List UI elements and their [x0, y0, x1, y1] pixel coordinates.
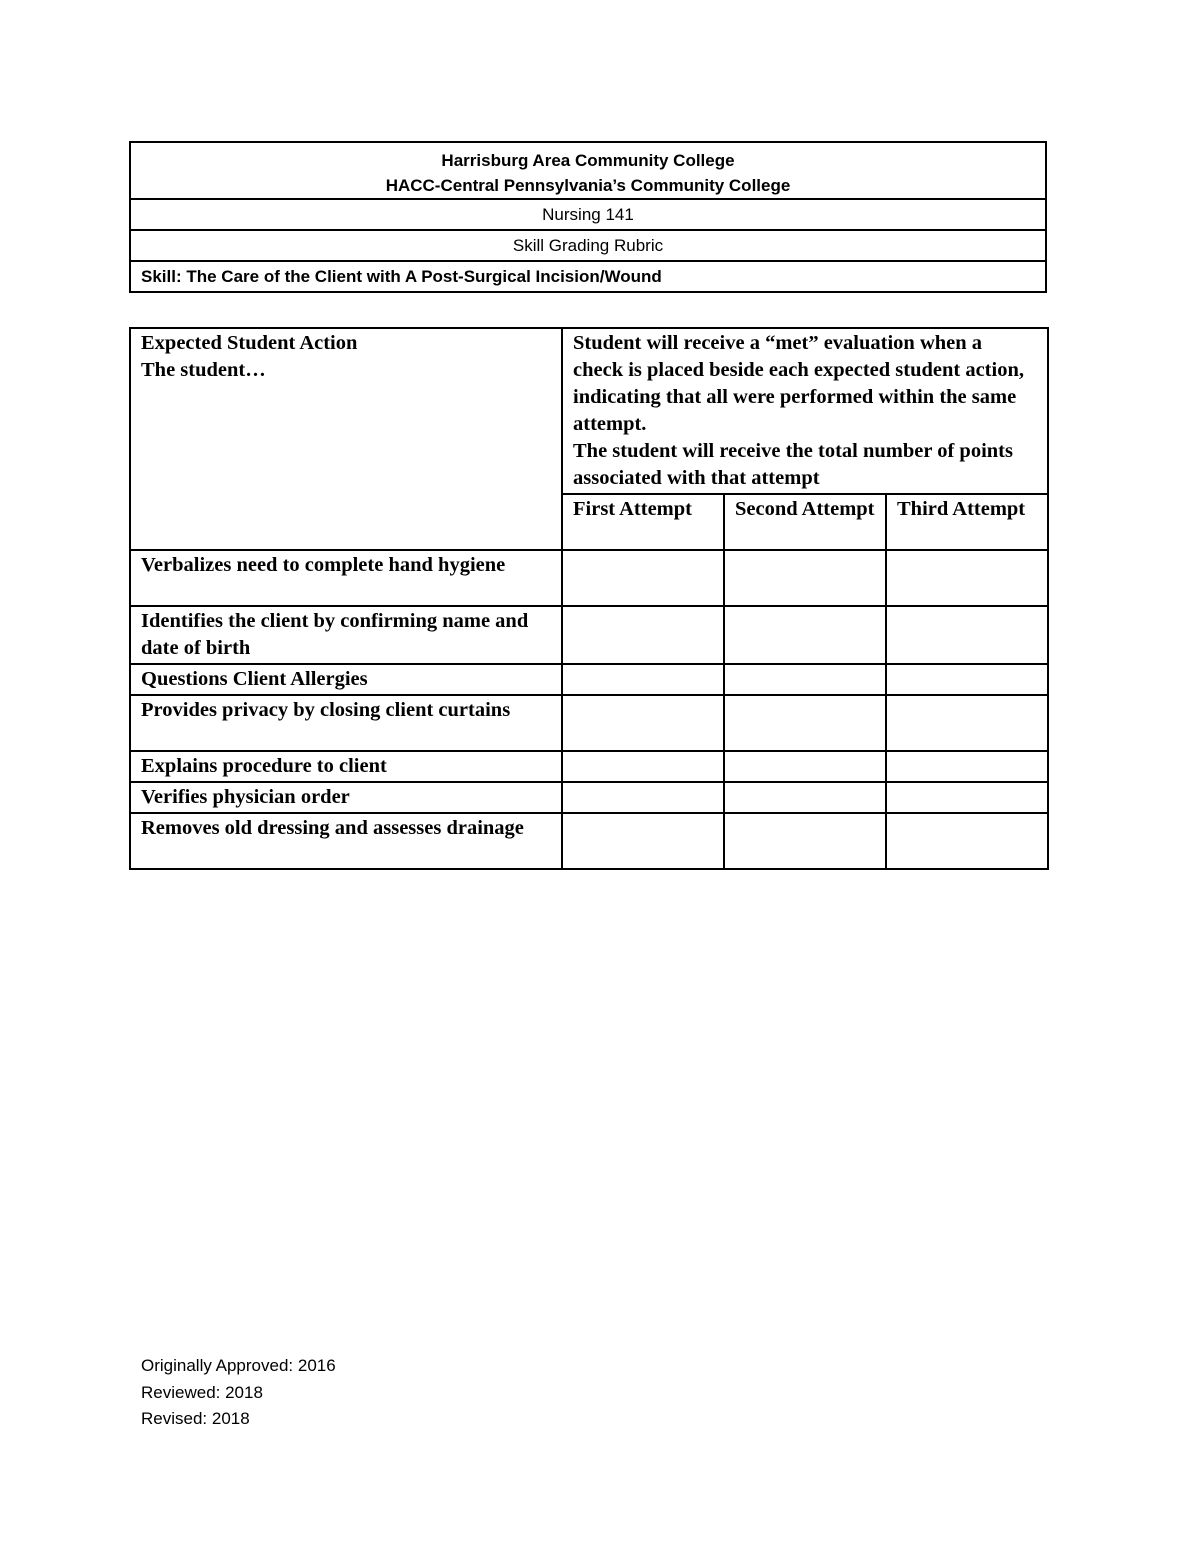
table-row: [130, 606, 1048, 664]
course-name: Nursing 141: [130, 199, 1046, 230]
reviewed-date: Reviewed: 2018: [141, 1382, 263, 1402]
second-attempt-check-cell[interactable]: [724, 813, 886, 869]
college-header-cell: [130, 142, 1046, 199]
action-label: Verbalizes need to complete hand hygiene: [130, 550, 562, 606]
evaluation-text-2: The student will receive the total number of points associated with that attempt: [573, 440, 1013, 489]
second-attempt-check-cell[interactable]: [724, 782, 886, 813]
evaluation-text-1: Student will receive a “met” evaluation when a check is placed beside each expected student action, indicating that all were performed within the same attempt.: [573, 332, 1024, 435]
second-attempt-check-cell[interactable]: [724, 695, 886, 751]
attempt-header-second: Second Attempt: [724, 494, 886, 550]
action-label: Questions Client Allergies: [130, 664, 562, 695]
table-row: [130, 751, 1048, 782]
table-row: [130, 550, 1048, 606]
third-attempt-check-cell[interactable]: [886, 782, 1048, 813]
action-header: Expected Student Action: [141, 332, 358, 354]
document-type: Skill Grading Rubric: [130, 230, 1046, 261]
attempt-header-third: Third Attempt: [886, 494, 1048, 550]
college-name: Harrisburg Area Community College: [441, 151, 735, 170]
action-label: Identifies the client by confirming name and date of birth: [130, 606, 562, 664]
revision-footer: [141, 1353, 336, 1433]
table-row: [130, 695, 1048, 751]
first-attempt-check-cell[interactable]: [562, 664, 724, 695]
approved-date: Originally Approved: 2016: [141, 1356, 336, 1375]
action-subheader: The student…: [141, 359, 266, 381]
third-attempt-check-cell[interactable]: [886, 550, 1048, 606]
second-attempt-check-cell[interactable]: [724, 751, 886, 782]
college-subtitle: HACC-Central Pennsylvania’s Community College: [385, 176, 791, 195]
table-row: [130, 782, 1048, 813]
first-attempt-check-cell[interactable]: [562, 606, 724, 664]
table-row: [130, 813, 1048, 869]
course-header-table: [129, 141, 1047, 293]
second-attempt-check-cell[interactable]: [724, 606, 886, 664]
third-attempt-check-cell[interactable]: [886, 813, 1048, 869]
attempt-header-first: First Attempt: [562, 494, 724, 550]
skill-title: Skill: The Care of the Client with A Post-Surgical Incision/Wound: [130, 261, 1046, 292]
first-attempt-check-cell[interactable]: [562, 813, 724, 869]
first-attempt-check-cell[interactable]: [562, 782, 724, 813]
table-row: [130, 664, 1048, 695]
action-label: Provides privacy by closing client curtains: [130, 695, 562, 751]
second-attempt-check-cell[interactable]: [724, 550, 886, 606]
first-attempt-check-cell[interactable]: [562, 751, 724, 782]
third-attempt-check-cell[interactable]: [886, 751, 1048, 782]
first-attempt-check-cell[interactable]: [562, 695, 724, 751]
evaluation-instructions: [562, 328, 1048, 494]
revised-date: Revised: 2018: [141, 1409, 250, 1428]
action-header-cell: [130, 328, 562, 550]
action-label: Removes old dressing and assesses drainage: [130, 813, 562, 869]
action-label: Explains procedure to client: [130, 751, 562, 782]
third-attempt-check-cell[interactable]: [886, 606, 1048, 664]
rubric-table: [129, 327, 1049, 870]
second-attempt-check-cell[interactable]: [724, 664, 886, 695]
third-attempt-check-cell[interactable]: [886, 664, 1048, 695]
first-attempt-check-cell[interactable]: [562, 550, 724, 606]
action-label: Verifies physician order: [130, 782, 562, 813]
third-attempt-check-cell[interactable]: [886, 695, 1048, 751]
